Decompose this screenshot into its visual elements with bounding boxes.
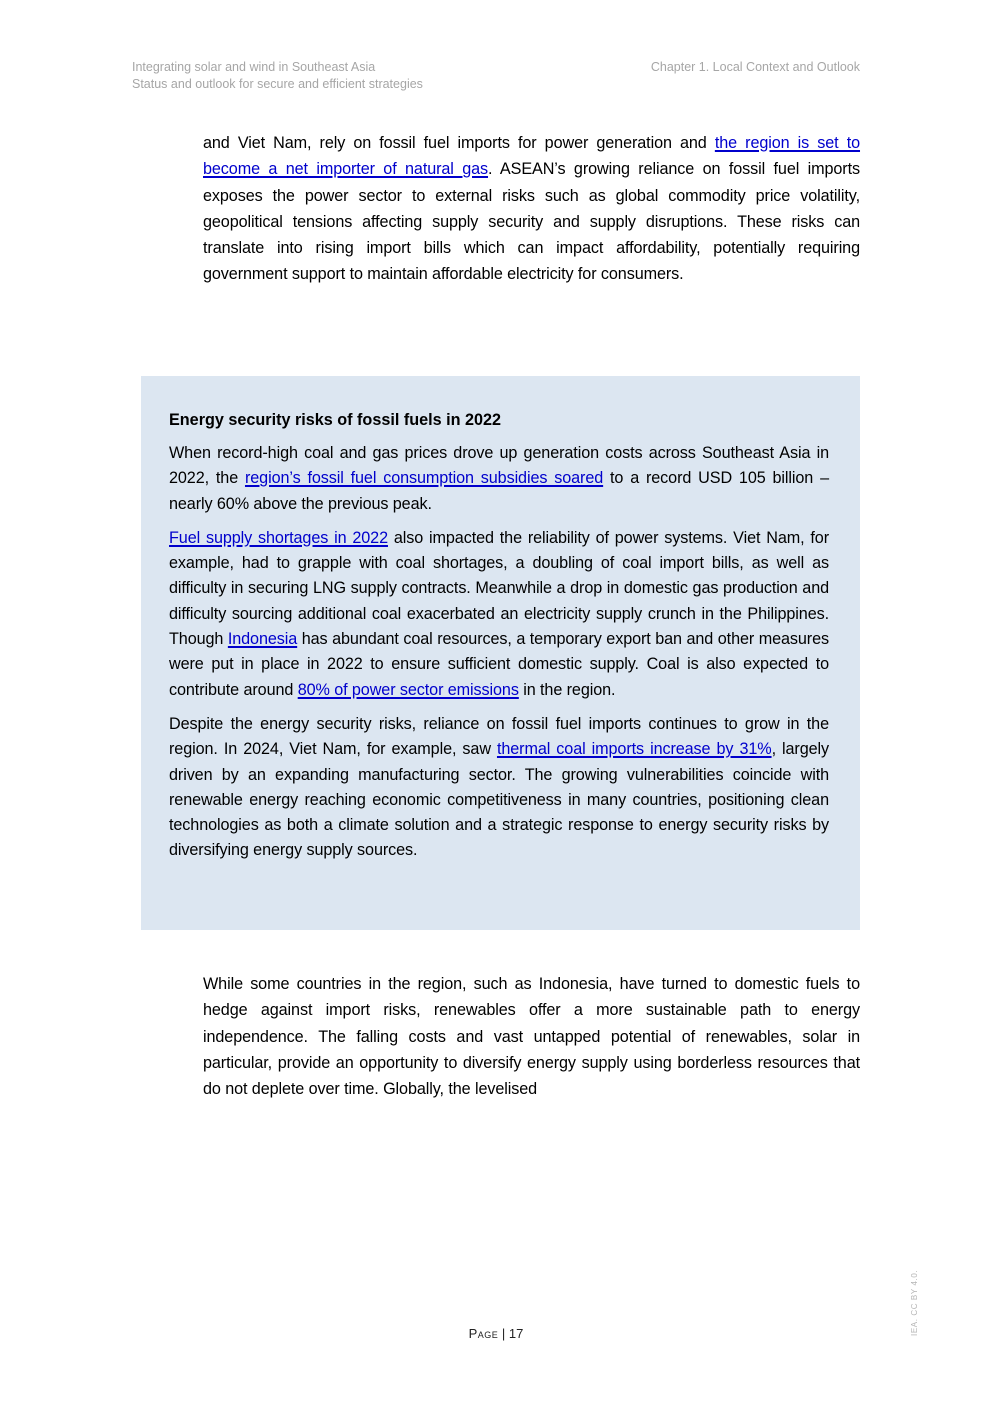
link-net-importer-natural-gas[interactable]: the region is set to become a net importer of natural gas (203, 134, 861, 179)
paragraph-text: and Viet Nam, rely on fossil fuel imports for power generation and (203, 134, 715, 152)
report-title: Integrating solar and wind in Southeast Asia (132, 60, 376, 74)
body-paragraph-bottom: While some countries in the region, such as Indonesia, have turned to domestic fuels to hedge against import risks, renewables offer a more sustainable path to energy independence. The falling costs and vast untapped potential of renewables, solar in particular, provide an opportunity to diversify energy supply using borderless resources that do not deplete over time. Globally, the levelised (203, 975, 860, 1099)
paragraph-text: also impacted the reliability of power systems. Viet Nam, for example, had to grapple with coal shortages, a doubling of coal import bills, as well as difficulty in securing LNG supply contracts. Meanwhile a drop in domestic gas production and difficulty sourcing additional coal exacerbated an electricity supply crunch in the Philippines. Though (169, 528, 829, 649)
callout-box (141, 376, 860, 930)
page-number: 17 (508, 1326, 524, 1341)
link-fuel-supply-shortages[interactable]: Fuel supply shortages in 2022 (169, 528, 388, 547)
box-paragraph-2 (169, 526, 829, 703)
page-footer (0, 1326, 992, 1341)
paragraph-text: Despite the energy security risks, reliance on fossil fuel imports continues to grow in the region. In 2024, Viet Nam, for example, saw (169, 714, 829, 759)
chapter-title: Chapter 1. Local Context and Outlook (650, 60, 860, 74)
page-label: Page (468, 1326, 499, 1341)
paragraph-text: to a record USD 105 billion – nearly 60% above the previous peak. (169, 469, 829, 513)
paragraph-text: When record-high coal and gas prices drove up generation costs across Southeast Asia in 2022, the (169, 444, 829, 488)
link-thermal-coal-imports[interactable]: thermal coal imports increase by 31% (496, 740, 772, 759)
report-subtitle: Status and outlook for secure and efficient strategies (132, 77, 423, 91)
link-fossil-fuel-subsidies[interactable]: region’s fossil fuel consumption subsidies soared (244, 469, 604, 488)
box-title: Energy security risks of fossil fuels in 2022 (169, 411, 501, 429)
page-separator: | (498, 1326, 509, 1341)
body-paragraph-top (203, 130, 860, 288)
running-header-left (132, 59, 423, 93)
link-indonesia[interactable]: Indonesia (227, 630, 298, 649)
paragraph-text: has abundant coal resources, a temporary export ban and other measures were put in place in 2022 to ensure sufficient domestic supply. Coal is also expected to contribute around (169, 630, 829, 699)
license-notice: IEA. CC BY 4.0. (910, 1269, 919, 1336)
box-paragraph-3 (169, 712, 829, 864)
paragraph-text: , largely driven by an expanding manufacturing sector. The growing vulnerabilities coincide with renewable energy reaching economic competitiveness in many countries, positioning clean technologies as both a climate solution and a strategic response to energy security risks by diversifying energy supply sources. (169, 740, 829, 860)
box-paragraph-1 (169, 441, 829, 517)
paragraph-text: in the region. (518, 680, 616, 699)
link-power-sector-emissions[interactable]: 80% of power sector emissions (297, 680, 519, 699)
paragraph-text: . ASEAN’s growing reliance on fossil fuel imports exposes the power sector to external risks such as global commodity price volatility, geopolitical tensions affecting supply security and supply disruptions. These risks can translate into rising import bills which can impact affordability, potentially requiring government support to maintain affordable electricity for consumers. (203, 160, 860, 284)
